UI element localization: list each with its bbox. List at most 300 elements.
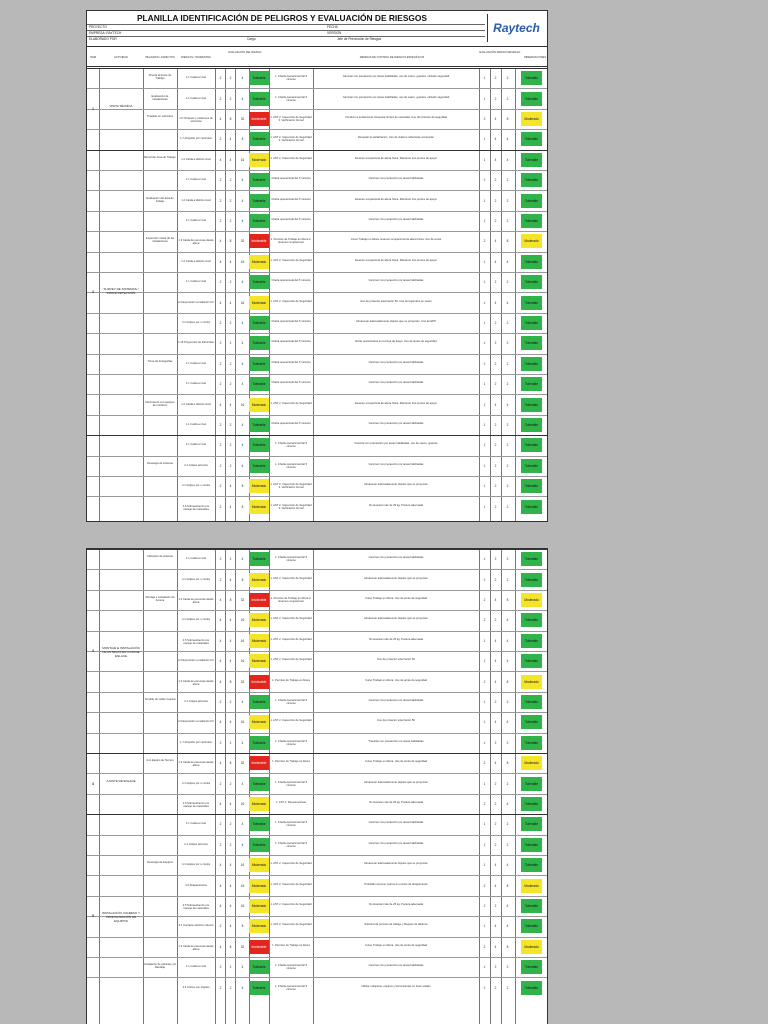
risk-value: 16: [240, 802, 245, 806]
riesgo-text: 4.3 Atrapamientos: [185, 883, 207, 887]
prob-value: 4: [219, 157, 222, 162]
group-separator: [87, 753, 547, 754]
risk-value: 4: [241, 219, 244, 223]
cons-residual: 4: [494, 679, 497, 684]
prob-value: 2: [219, 822, 222, 827]
peligro-text: Toma de Fotografías: [147, 359, 173, 363]
risk-level-badge: Moderado: [249, 715, 269, 729]
admin-measure-text: 1. Charla operacional del 5 minutos: [274, 821, 308, 828]
residual-level-badge: Moderado: [521, 675, 542, 689]
prob-residual: 2: [483, 618, 486, 623]
prob-value: 4: [219, 618, 222, 623]
risk-value: 16: [240, 300, 245, 305]
peligro-text: Inspección visual de las instalaciones: [145, 237, 175, 244]
column-divider: [235, 68, 236, 521]
cons-residual: 2: [494, 76, 497, 81]
riesgo-text: 2.1 Golpes a/contra: [184, 463, 208, 467]
risk-residual: 2: [506, 557, 509, 562]
peligro-text: Evaluación del área de trabajo: [146, 196, 174, 203]
prob-value: 4: [219, 904, 222, 908]
riesgo-text: 4.1 Golpes por o contra: [181, 577, 211, 581]
risk-value: 4: [241, 443, 244, 448]
admin-measure-text: 1. Permiso de Trabajo en Altura: [272, 678, 310, 682]
meta-proyecto: PROYECTO: [89, 25, 107, 29]
prob-residual: 1: [483, 198, 486, 203]
residual-level-badge: Tolerable: [521, 695, 542, 709]
risk-value: 16: [240, 720, 245, 725]
admin-measure-text: 1. AST 2. Inspección de Seguridad: [270, 576, 312, 580]
admin-measure-text: Charla operacional del 5 minutos: [271, 360, 311, 364]
cons-value: 4: [229, 618, 232, 623]
cons-residual: 4: [494, 259, 497, 264]
residual-level-badge: Tolerable: [521, 275, 542, 289]
admin-measure-text: Charla operacional del 5 minutos: [271, 340, 311, 344]
control-measure-text: Caminar con precaución por áreas habilitadas: [368, 422, 424, 425]
prob-value: 2: [219, 280, 222, 285]
peligro-text: Puesta al frente de Trabajo: [148, 74, 172, 81]
control-measure-text: No levantar más de 25 kg. Postura adecuada: [369, 801, 423, 804]
control-measure-text: Almacenar adecuadamente objetos que se proyecten: [364, 617, 428, 621]
prob-residual: 1: [483, 557, 486, 562]
riesgo-text: 1.2 Caída a distinto nivel: [181, 198, 211, 202]
residual-level-badge: Tolerable: [521, 336, 542, 350]
residual-level-badge: Moderado: [521, 940, 542, 954]
risk-value: 4: [241, 965, 244, 970]
table-row: [87, 272, 547, 273]
risk-residual: 4: [506, 638, 509, 643]
column-divider: [501, 68, 502, 521]
cons-residual: 4: [494, 883, 497, 888]
admin-measure-text: 1. AST 2. Inspección de Seguridad: [270, 617, 312, 621]
admin-measure-text: Charla operacional del 5 minutos: [271, 218, 311, 221]
prob-residual: 1: [483, 402, 486, 407]
cons-residual: 2: [494, 822, 497, 827]
column-divider: [547, 549, 548, 1024]
column-divider: [501, 549, 502, 1024]
control-measure-text: Caminar con precaución por áreas habilitadas: [368, 699, 424, 702]
group-item-number: 4: [92, 781, 94, 786]
cons-residual: 2: [494, 781, 497, 786]
prob-residual: 1: [483, 463, 486, 468]
residual-level-badge: Tolerable: [521, 92, 542, 106]
control-measure-text: Almacenar adecuadamente objetos que se proyecten: [364, 780, 428, 784]
control-measure-text: Solicitud de permiso de trabajo y bloqueo de tableros: [364, 923, 428, 927]
risk-value: 16: [240, 618, 245, 623]
cons-value: 2: [229, 423, 232, 427]
table-row: [87, 415, 547, 416]
column-divider: [313, 549, 314, 1024]
admin-measure-text: 1. Charla operacional del 5 minutos: [274, 442, 308, 449]
prob-value: 2: [219, 740, 222, 745]
control-measure-text: Uso de protector solar factor 50. Uso de legionario en casco: [360, 299, 432, 303]
riesgo-text: 1.1 Caída a nivel: [185, 96, 207, 100]
sheet-page-2: [86, 548, 548, 1024]
cons-value: 4: [229, 659, 232, 664]
table-row: [87, 916, 547, 917]
admin-measure-text: 1. Permiso de Trabajo en Altura: [272, 943, 310, 947]
prob-value: 2: [219, 178, 222, 183]
risk-level-badge: Intolerable: [249, 756, 269, 770]
risk-level-badge: Moderado: [249, 500, 269, 514]
control-measure-text: Examen ocupacional de altura física. Mantener tres puntos de apoyo: [355, 401, 437, 405]
cons-residual: 2: [494, 484, 497, 489]
risk-residual: 8: [506, 679, 509, 684]
admin-measure-text: 1. Permiso de Trabajo en Altura: [272, 760, 310, 764]
admin-measure-text: 1. AST 2. Inspección de Seguridad: [270, 299, 312, 303]
cons-value: 4: [229, 504, 232, 509]
column-divider: [99, 549, 100, 1024]
cons-residual: 2: [494, 740, 497, 745]
table-row: [87, 977, 547, 978]
cons-value: 2: [229, 985, 232, 990]
control-measure-text: Utilizar máquinas, equipos y herramientas en buen estado: [361, 984, 431, 988]
brand-logo: Raytech: [487, 14, 545, 42]
col-eval: EVALUACIÓN DEL RIESGO: [228, 51, 262, 54]
admin-measure-text: Charla operacional del 5 minutos: [271, 381, 311, 385]
column-headers: [87, 49, 547, 67]
cons-value: 2: [229, 280, 232, 285]
risk-level-badge: Tolerable: [249, 817, 269, 831]
table-row: [87, 476, 547, 477]
risk-residual: 8: [506, 761, 509, 766]
risk-value: 32: [240, 944, 245, 949]
cons-value: 8: [229, 598, 232, 602]
risk-level-badge: Intolerable: [249, 234, 269, 248]
risk-value: 4: [241, 96, 244, 101]
control-measure-text: Examen ocupacional de altura física. Mantener tres puntos de apoyo: [355, 156, 437, 160]
risk-value: 4: [241, 740, 244, 745]
peligro-text: Montaje e instalación de Antena: [145, 596, 175, 603]
admin-measure-text: 1. AST 2. Inspección de Seguridad 3. Verificación formal: [270, 136, 312, 143]
residual-level-badge: Tolerable: [521, 377, 542, 391]
table-row: [87, 394, 547, 395]
riesgo-text: 1.1 Caída a nivel: [185, 178, 207, 182]
prob-value: 2: [219, 341, 222, 346]
riesgo-text: 1.7 Atropello por vehículos: [180, 137, 212, 141]
riesgo-text: 1.1 Caída a nivel: [185, 76, 207, 80]
group-item-number: 2: [92, 290, 94, 295]
admin-measure-text: 1. AST 2. Inspección de Seguridad: [270, 882, 312, 886]
prob-value: 2: [219, 382, 222, 387]
risk-value: 4: [241, 382, 244, 387]
prob-value: 4: [219, 863, 222, 868]
cons-residual: 2: [494, 361, 497, 366]
col-riesgos: RIESGOS / INCIDENTES: [181, 56, 211, 59]
risk-value: 4: [241, 341, 244, 346]
riesgo-text: 1.6 Choques y colisiones de vehículos: [179, 117, 213, 124]
control-measure-text: Caminar con precaución por áreas habilitadas: [368, 381, 424, 385]
column-divider: [313, 68, 314, 521]
risk-level-badge: Moderado: [249, 797, 269, 811]
risk-value: 8: [241, 577, 244, 582]
cons-value: 4: [229, 484, 232, 489]
risk-residual: 8: [506, 239, 509, 244]
admin-measure-text: 1. AST 2. Inspección de Seguridad: [270, 923, 312, 927]
cons-value: 4: [229, 883, 232, 888]
table-row: [87, 354, 547, 355]
residual-level-badge: Tolerable: [521, 817, 542, 831]
prob-residual: 1: [483, 259, 486, 264]
residual-level-badge: Tolerable: [521, 634, 542, 648]
prob-residual: 1: [483, 280, 486, 285]
prob-residual: 1: [483, 423, 486, 427]
riesgo-text: 1.3 Caída de personas desde altura: [178, 598, 214, 605]
peligro-text: Instalación de gabinete y/o Bandeja: [144, 963, 176, 970]
risk-residual: 2: [506, 361, 509, 366]
riesgo-text: 2.3 Exposición a radiación UV: [178, 300, 214, 304]
risk-residual: 2: [506, 321, 509, 325]
residual-level-badge: Tolerable: [521, 438, 542, 452]
table-row: [87, 292, 547, 293]
control-measure-text: Evitar posicionarse en la línea de fuego. Uso de lentes de seguridad: [355, 340, 437, 344]
table-row: [87, 957, 547, 958]
riesgo-text: 1.2 Caída a distinto nivel: [181, 157, 211, 161]
table-row: [87, 231, 547, 232]
control-measure-text: Examen ocupacional de altura física. Mantener tres puntos de apoyo: [355, 197, 437, 201]
group-activity-label: VISITA TÉCNICA: [109, 103, 133, 108]
riesgo-text: 4.1 Golpes por o contra: [181, 781, 211, 785]
admin-measure-text: 1. Charla operacional del 5 minutos: [274, 739, 308, 746]
risk-residual: 4: [506, 137, 509, 142]
prob-residual: 1: [483, 76, 486, 81]
prob-value: 4: [219, 761, 222, 766]
cons-residual: 2: [494, 802, 497, 806]
admin-measure-text: 1. AST 2. Inspección de Seguridad: [270, 719, 312, 723]
cons-residual: 2: [494, 423, 497, 427]
prob-residual: 1: [483, 157, 486, 162]
cons-value: 8: [229, 679, 232, 684]
risk-value: 16: [240, 402, 245, 407]
control-measure-text: Caminar con precaución por áreas habilitadas: [368, 841, 424, 845]
cons-residual: 2: [494, 618, 497, 623]
admin-measure-text: 1. AST 2. Inspección de Seguridad: [270, 156, 312, 160]
risk-value: 8: [241, 924, 244, 929]
risk-value: 4: [241, 76, 244, 81]
riesgo-text: 1.1 Caída a nivel: [185, 443, 207, 447]
risk-residual: 4: [506, 618, 509, 623]
admin-measure-text: 1. AST 2. Inspección de Seguridad: [270, 658, 312, 662]
column-divider: [490, 68, 491, 521]
risk-residual: 4: [506, 157, 509, 162]
risk-residual: 4: [506, 802, 509, 806]
prob-residual: 1: [483, 638, 486, 643]
prob-value: 4: [219, 239, 222, 244]
table-row: [87, 773, 547, 774]
cons-value: 8: [229, 944, 232, 949]
residual-level-badge: Tolerable: [521, 479, 542, 493]
admin-measure-text: 1. AST 2. Inspección de Seguridad 3. Verificación formal: [270, 503, 312, 510]
peligro-text: Descarga de Antenas: [147, 461, 173, 465]
peligro-text: Evaluación de instalaciones: [151, 94, 169, 101]
risk-level-badge: Intolerable: [249, 112, 269, 126]
control-measure-text: Caminar con precaución por áreas habilitadas: [368, 821, 424, 825]
riesgo-text: 1.1 Caída a nivel: [185, 361, 207, 365]
control-measure-text: Almacenar adecuadamente objetos que se proyecten. Uso de EPP: [356, 320, 436, 323]
control-measure-text: Transitar con precaución por áreas habilitadas: [368, 739, 424, 743]
group-separator: [87, 150, 547, 151]
prob-value: 2: [219, 219, 222, 223]
risk-value: 4: [241, 781, 244, 786]
cons-value: 2: [229, 361, 232, 366]
prob-value: 2: [219, 361, 222, 366]
risk-value: 16: [240, 904, 245, 908]
prob-value: 2: [219, 965, 222, 970]
column-divider: [547, 68, 548, 521]
risk-residual: 8: [506, 598, 509, 602]
risk-level-badge: Tolerable: [249, 214, 269, 228]
group-separator: [87, 814, 547, 815]
riesgo-text: 3.1 Contacto eléctrico directo: [178, 924, 214, 928]
residual-level-badge: Tolerable: [521, 613, 542, 627]
control-measure-text: Caminar con precaución por áreas habilitadas: [368, 177, 424, 181]
risk-residual: 2: [506, 341, 509, 346]
residual-level-badge: Moderado: [521, 879, 542, 893]
prob-residual: 1: [483, 361, 486, 366]
col-actividad: ACTIVIDAD: [114, 56, 128, 59]
cons-value: 2: [229, 76, 232, 81]
riesgo-text: 4.5 Sobreesfuerzo por manejo de materiales: [182, 504, 210, 511]
admin-measure-text: 1. Permiso de Trabajo en Altura 2. Examen ocupacional: [270, 597, 312, 604]
cons-residual: 4: [494, 863, 497, 868]
control-measure-text: Caminar con precaución por áreas habilitadas: [368, 556, 424, 560]
table-row: [87, 875, 547, 876]
admin-measure-text: Charla operacional del 5 minutos: [271, 177, 311, 181]
risk-residual: 2: [506, 96, 509, 101]
risk-level-badge: Tolerable: [249, 194, 269, 208]
residual-level-badge: Tolerable: [521, 173, 542, 187]
cons-residual: 2: [494, 965, 497, 970]
column-divider: [235, 549, 236, 1024]
cons-value: 8: [229, 761, 232, 766]
control-measure-text: Caminar con precaución por áreas habilitadas, uso de casco, guantes, calzado seguridad: [342, 75, 450, 79]
risk-residual: 2: [506, 577, 509, 582]
control-measure-text: No levantar más de 25 kg. Postura adecuada: [369, 503, 423, 507]
cons-residual: 4: [494, 659, 497, 664]
residual-level-badge: Tolerable: [521, 255, 542, 269]
prob-residual: 1: [483, 504, 486, 509]
prob-residual: 1: [483, 700, 486, 704]
residual-level-badge: Tolerable: [521, 418, 542, 432]
control-measure-text: Curso Trabajo en Altura. Uso de arnés de seguridad: [365, 760, 427, 764]
prob-residual: 2: [483, 598, 486, 602]
prob-value: 2: [219, 423, 222, 427]
prob-residual: 1: [483, 341, 486, 346]
cons-value: 2: [229, 842, 232, 847]
residual-level-badge: Tolerable: [521, 71, 542, 85]
page-title: PLANILLA IDENTIFICACIÓN DE PELIGROS Y EVALUACIÓN DE RIESGOS: [136, 13, 428, 23]
meta-elaborado: ELABORADO POR: [89, 37, 117, 41]
cons-residual: 4: [494, 157, 497, 162]
group-item-number: 1: [92, 106, 94, 111]
risk-level-badge: Tolerable: [249, 132, 269, 146]
cons-value: 2: [229, 382, 232, 387]
prob-value: 2: [219, 463, 222, 468]
table-row: [87, 496, 547, 497]
residual-level-badge: Tolerable: [521, 194, 542, 208]
admin-measure-text: Charla operacional del 5 minutos: [271, 197, 311, 201]
riesgo-text: 1.3 Caída de personas desde altura: [178, 944, 214, 951]
control-measure-text: Almacenar adecuadamente objetos que se proyecten: [364, 483, 428, 487]
prob-residual: 2: [483, 761, 486, 766]
residual-level-badge: Tolerable: [521, 316, 542, 330]
meta-version: VERSION: [327, 31, 342, 35]
admin-measure-text: 1. AST 2. Inspección de Seguridad: [270, 862, 312, 866]
riesgo-text: 1.2 Caída a distinto nivel: [181, 259, 211, 263]
cons-value: 2: [229, 463, 232, 468]
table-row: [87, 88, 547, 89]
cons-value: 2: [229, 341, 232, 346]
riesgo-text: 2.3 Exposición a radiación UV: [178, 659, 214, 663]
risk-residual: 2: [506, 842, 509, 847]
riesgo-text: 4.1 Golpes por o contra: [181, 863, 211, 867]
prob-value: 2: [219, 924, 222, 929]
riesgo-text: 1.1 Caída a nivel: [185, 280, 207, 284]
admin-measure-text: 1. Charla operacional del 5 minutos: [274, 95, 308, 102]
riesgo-text: 4.6 Cortes con objetos: [182, 985, 210, 989]
table-row: [87, 106, 547, 111]
prob-residual: 2: [483, 944, 486, 949]
residual-level-badge: Moderado: [521, 112, 542, 126]
riesgo-text: 4.5 Sobreesfuerzo por manejo de materiales: [182, 638, 210, 645]
group-activity-label: AJUSTE DE ENLACE: [106, 778, 136, 783]
prob-residual: 2: [483, 117, 486, 121]
risk-value: 4: [241, 557, 244, 562]
cons-residual: 2: [494, 341, 497, 346]
admin-measure-text: Charla operacional del 5 minutos: [271, 279, 311, 283]
prob-residual: 2: [483, 883, 486, 888]
prob-value: 2: [219, 137, 222, 142]
risk-value: 4: [241, 700, 244, 704]
table-row: [87, 374, 547, 375]
risk-level-badge: Tolerable: [249, 336, 269, 350]
risk-value: 4: [241, 321, 244, 325]
control-measure-text: Uso de protector solar factor 50: [377, 658, 415, 662]
table-row: [87, 835, 547, 836]
risk-level-badge: Moderado: [249, 899, 269, 913]
risk-value: 16: [240, 157, 245, 162]
prob-value: 4: [219, 720, 222, 725]
admin-measure-text: 1. Permiso de Trabajo en Altura 2. Examen ocupacional: [270, 238, 312, 245]
risk-value: 16: [240, 259, 245, 264]
cons-residual: 2: [494, 219, 497, 223]
cons-value: 4: [229, 802, 232, 806]
cons-residual: 2: [494, 198, 497, 203]
cons-residual: 2: [494, 700, 497, 704]
prob-residual: 1: [483, 985, 486, 990]
column-divider: [479, 68, 480, 521]
risk-residual: 4: [506, 904, 509, 908]
cons-residual: 2: [494, 321, 497, 325]
risk-residual: 2: [506, 219, 509, 223]
admin-measure-text: 1. Charla operacional del 5 minutos: [274, 984, 308, 991]
control-measure-text: Caminar con precaución por áreas habilitadas: [368, 964, 424, 968]
cons-residual: 2: [494, 557, 497, 562]
prob-residual: 1: [483, 321, 486, 325]
risk-level-badge: Tolerable: [249, 377, 269, 391]
risk-residual: 2: [506, 178, 509, 183]
riesgo-text: 1.1 Caída a nivel: [185, 423, 207, 426]
risk-residual: 4: [506, 863, 509, 868]
peligro-text: Traslado en vehículos: [146, 115, 174, 118]
cons-value: 4: [229, 300, 232, 305]
residual-level-badge: Tolerable: [521, 981, 542, 995]
risk-level-badge: Tolerable: [249, 275, 269, 289]
residual-level-badge: Tolerable: [521, 960, 542, 974]
risk-value: 32: [240, 679, 245, 684]
cons-value: 4: [229, 402, 232, 407]
risk-level-badge: Tolerable: [249, 838, 269, 852]
column-divider: [215, 68, 216, 521]
